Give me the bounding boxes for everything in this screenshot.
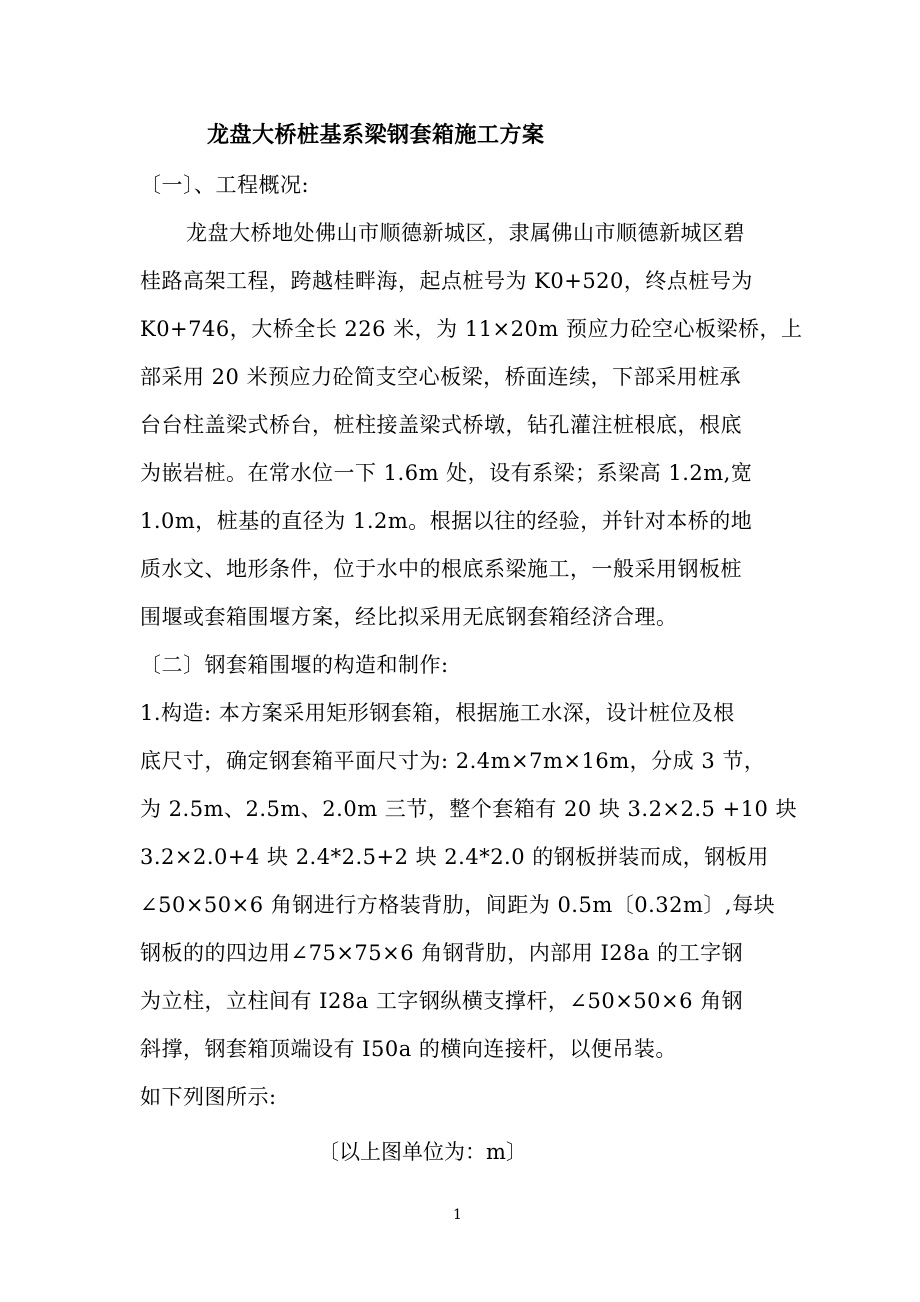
paragraph-line: 如下列图所示:: [140, 1085, 277, 1109]
paragraph-line: ∠50×50×6 角钢进行方格装背肋，间距为 0.5m〔0.32m〕,每块: [140, 893, 776, 917]
paragraph-line: 3.2×2.0+4 块 2.4*2.5+2 块 2.4*2.0 的钢板拼装而成，钢板用: [140, 845, 769, 869]
section-heading-steel-box: 〔二〕钢套箱围堰的构造和制作:: [140, 653, 449, 677]
page-title: 龙盘大桥桩基系梁钢套箱施工方案: [207, 122, 545, 148]
paragraph-line: K0+746，大桥全长 226 米，为 11×20m 预应力砼空心板梁桥，上: [140, 317, 803, 341]
paragraph-line: 龙盘大桥地处佛山市顺德新城区，隶属佛山市顺德新城区碧: [186, 221, 745, 245]
paragraph-line: 底尺寸，确定钢套箱平面尺寸为: 2.4m×7m×16m，分成 3 节，: [140, 749, 766, 773]
paragraph-line: 部采用 20 米预应力砼简支空心板梁，桥面连续，下部采用桩承: [140, 365, 742, 389]
paragraph-line: 1.0m，桩基的直径为 1.2m。根据以往的经验，并针对本桥的地: [140, 509, 753, 533]
figure-caption: 〔以上图单位为：m〕: [318, 1140, 527, 1164]
paragraph-line: 钢板的的四边用∠75×75×6 角钢背肋，内部用 I28a 的工字钢: [140, 941, 744, 965]
page-number: 1: [453, 1207, 462, 1223]
paragraph-line: 斜撑，钢套箱顶端设有 I50a 的横向连接杆，以便吊装。: [140, 1037, 677, 1061]
paragraph-line: 为嵌岩桩。在常水位一下 1.6m 处，设有系梁；系梁高 1.2m,宽: [140, 461, 753, 485]
paragraph-line: 为立柱，立柱间有 I28a 工字钢纵横支撑杆，∠50×50×6 角钢: [140, 989, 744, 1013]
paragraph-line: 1.构造: 本方案采用矩形钢套箱，根据施工水深，设计桩位及根: [140, 701, 735, 725]
paragraph-line: 围堰或套箱围堰方案，经比拟采用无底钢套箱经济合理。: [140, 605, 678, 629]
paragraph-line: 为 2.5m、2.5m、2.0m 三节，整个套箱有 20 块 3.2×2.5 +10 块: [140, 797, 798, 821]
paragraph-line: 桂路高架工程，跨越桂畔海，起点桩号为 K0+520，终点桩号为: [140, 269, 753, 293]
paragraph-line: 台台柱盖梁式桥台，桩柱接盖梁式桥墩，钻孔灌注桩根底，根底: [140, 413, 742, 437]
section-heading-overview: 〔一〕、工程概况:: [140, 173, 310, 197]
paragraph-line: 质水文、地形条件，位于水中的根底系梁施工，一般采用钢板桩: [140, 557, 742, 581]
